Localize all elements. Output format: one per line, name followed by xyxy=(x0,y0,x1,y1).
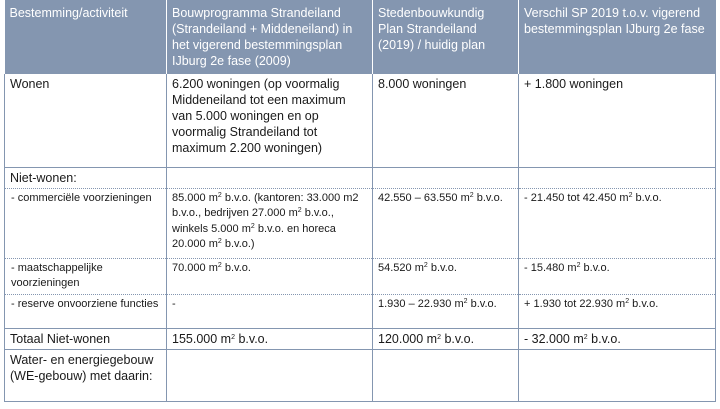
cell-verschil xyxy=(519,188,716,258)
value-text: 85.000 m xyxy=(172,191,218,204)
cell-bouwprogramma xyxy=(167,258,373,294)
table-container xyxy=(4,0,715,409)
table-row-wonen xyxy=(5,74,716,167)
superscript: 2 xyxy=(576,261,581,269)
program-comparison-table xyxy=(4,0,716,402)
superscript: 2 xyxy=(469,191,474,199)
superscript: 2 xyxy=(297,207,302,214)
header-stedenbouwkundig-plan: Stedenbouwkundig Plan Strandeiland (2019) / huidig plan xyxy=(373,0,519,74)
cell-bouwprogramma: - xyxy=(167,294,373,328)
value-text: b.v.o. xyxy=(587,331,621,346)
value-text: 155.000 m xyxy=(172,331,232,346)
value-text: b.v.o. xyxy=(629,297,659,310)
superscript: 2 xyxy=(583,333,588,341)
value-text: b.v.o. xyxy=(427,261,457,274)
value-text: b.v.o. en horeca 20.000 m xyxy=(172,222,336,250)
cell-stedenbouwkundig xyxy=(373,188,519,258)
cell-verschil: + 1.800 woningen xyxy=(519,74,716,167)
value-text: b.v.o. xyxy=(221,261,251,274)
value-text: b.v.o. xyxy=(580,261,610,274)
cell-label: - maatschappelijke voorzieningen xyxy=(5,258,167,294)
cell-verschil xyxy=(519,294,716,328)
cell-stedenbouwkundig xyxy=(373,328,519,349)
superscript: 2 xyxy=(217,238,222,245)
value-text: b.v.o.) xyxy=(221,238,255,250)
superscript: 2 xyxy=(423,261,428,269)
table-row-reserve xyxy=(5,294,716,328)
cell-empty xyxy=(167,167,373,188)
superscript: 2 xyxy=(231,333,235,341)
cell-bouwprogramma xyxy=(167,328,373,349)
cell-empty xyxy=(519,167,716,188)
value-text: b.v.o. xyxy=(467,297,497,310)
table-row-totaal xyxy=(5,328,716,349)
value-text: b.v.o. xyxy=(473,191,503,204)
value-text: - 21.450 tot 42.450 m xyxy=(524,191,629,204)
superscript: 2 xyxy=(250,222,255,230)
value-text: b.v.o. xyxy=(632,191,662,204)
cell-stedenbouwkundig: 8.000 woningen xyxy=(373,74,519,167)
superscript: 2 xyxy=(628,191,633,199)
cell-label: Water- en energiegebouw (WE-gebouw) met daarin: xyxy=(5,349,167,401)
table-row-maatschappelijk xyxy=(5,258,716,294)
cell-label: Wonen xyxy=(5,74,167,167)
table-row-commercieel xyxy=(5,188,716,258)
cell-label: - commerciële voorzieningen xyxy=(5,188,167,258)
cell-stedenbouwkundig xyxy=(373,294,519,328)
value-text: 70.000 m xyxy=(172,261,218,274)
table-row-niet-wonen xyxy=(5,167,716,188)
value-text: b.v.o. xyxy=(234,331,269,346)
cell-label: Niet-wonen: xyxy=(5,167,167,188)
value-text: + 1.930 tot 22.930 m xyxy=(524,297,626,310)
superscript: 2 xyxy=(625,297,630,305)
cell-empty xyxy=(519,349,716,401)
header-bestemming: Bestemming/activiteit xyxy=(5,0,167,74)
cell-label: - reserve onvoorziene functies xyxy=(5,294,167,328)
superscript: 2 xyxy=(217,191,222,199)
header-verschil: Verschil SP 2019 t.o.v. vigerend bestemmingsplan IJburg 2e fase xyxy=(519,0,716,74)
superscript: 2 xyxy=(463,297,468,305)
cell-label: Totaal Niet-wonen xyxy=(5,328,167,349)
table-row-water-energiegebouw xyxy=(5,349,716,401)
value-text: 42.550 – 63.550 m xyxy=(378,191,470,204)
value-text: - 15.480 m xyxy=(524,261,577,274)
value-text: 120.000 m xyxy=(378,331,438,346)
value-text: 1.930 – 22.930 m xyxy=(378,297,464,310)
table-header-row xyxy=(5,0,716,74)
value-text: - 32.000 m xyxy=(524,331,584,346)
superscript: 2 xyxy=(217,261,222,269)
header-bouwprogramma: Bouwprogramma Strandeiland (Strandeiland + Middeneiland) in het vigerend bestemmingsplan IJburg 2e fase (2009) xyxy=(167,0,373,74)
value-text: 54.520 m xyxy=(378,261,424,274)
cell-stedenbouwkundig xyxy=(373,258,519,294)
value-text: b.v.o., winkels 5.000 m xyxy=(172,207,334,235)
cell-empty xyxy=(373,349,519,401)
cell-verschil xyxy=(519,258,716,294)
value-text: b.v.o. xyxy=(440,331,475,346)
cell-verschil xyxy=(519,328,716,349)
superscript: 2 xyxy=(437,333,441,341)
cell-empty xyxy=(373,167,519,188)
cell-empty xyxy=(167,349,373,401)
value-text: b.v.o. (kantoren: 33.000 m2 b.v.o., bedrijven 27.000 m xyxy=(172,191,359,219)
cell-bouwprogramma: 6.200 woningen (op voormalig Middeneiland tot een maximum van 5.000 woningen en op voormalig Strandeiland tot maximum 2.200 woningen) xyxy=(167,74,373,167)
cell-bouwprogramma xyxy=(167,188,373,258)
